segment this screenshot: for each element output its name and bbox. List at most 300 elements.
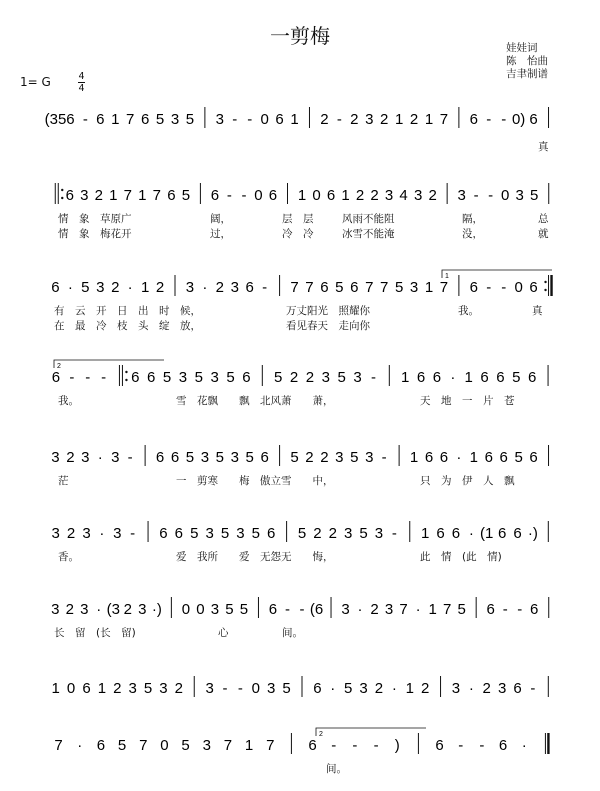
note: 3 — [365, 111, 374, 128]
lyric-text: 雪 花飘 飘 北风萧 萧， — [176, 395, 334, 407]
lyric-text: 香。 — [58, 551, 79, 563]
note: - — [352, 737, 358, 754]
note: 6 — [435, 737, 444, 754]
note: - — [241, 187, 247, 204]
note: 2 — [155, 279, 165, 296]
note: 2 — [65, 601, 74, 618]
note: 6 — [528, 369, 537, 386]
note: 5 — [81, 279, 90, 296]
note: 5 — [117, 737, 127, 754]
note: - — [232, 111, 238, 128]
note: 6 — [131, 369, 140, 386]
note: 5 — [143, 680, 153, 697]
note: 2 — [350, 111, 359, 128]
note: 4 — [399, 187, 408, 204]
note: 6 — [529, 279, 538, 296]
note: 6 — [469, 279, 478, 296]
repeat-dot — [125, 379, 127, 381]
note: · — [468, 680, 474, 697]
note: · — [77, 737, 83, 754]
lyric-text: 只 为 伊 人 飘 — [420, 475, 515, 487]
note: ) — [394, 737, 400, 754]
note: 6 — [432, 369, 442, 386]
note: 2 — [420, 680, 430, 697]
credit-transcriber: 吉聿制谱 — [506, 68, 548, 80]
note: · — [97, 449, 103, 466]
note: 5 — [181, 187, 191, 204]
note: 3 — [205, 525, 214, 542]
note: 3 — [413, 187, 423, 204]
note: 6 — [439, 449, 449, 466]
note: 3 — [353, 369, 362, 386]
note: 5 — [251, 525, 260, 542]
note: 5 — [225, 601, 234, 618]
note: 3 — [409, 279, 419, 296]
note: 2 — [123, 601, 133, 618]
note: 6 — [436, 525, 445, 542]
note: 2 — [289, 369, 299, 386]
note: 1 — [244, 737, 254, 754]
note: 1 — [401, 369, 410, 386]
note: 6 — [313, 680, 322, 697]
note: 7 — [290, 279, 299, 296]
note: 6 — [469, 111, 478, 128]
note: 6 — [65, 187, 74, 204]
note: 3 — [205, 680, 214, 697]
note: 6 — [350, 279, 359, 296]
note: 3 — [515, 187, 524, 204]
note: 3 — [170, 111, 180, 128]
note: 1 — [420, 525, 430, 542]
note: 7 — [380, 279, 389, 296]
note: 3 — [384, 187, 394, 204]
note: · — [450, 369, 456, 386]
lyric-text: 冷 冷 — [282, 228, 314, 240]
note: - — [502, 601, 508, 618]
note: 6 — [451, 525, 461, 542]
note: 5 — [226, 369, 235, 386]
note: 3 — [451, 680, 461, 697]
note: 6 — [82, 680, 91, 697]
note: 2 — [313, 525, 322, 542]
note: 7 — [139, 737, 148, 754]
note: 0 — [160, 737, 169, 754]
lyric-text: 爱 我所 爱 无怨无 悔， — [176, 551, 334, 563]
note: 3 — [374, 525, 384, 542]
note: 3 — [113, 525, 122, 542]
note: 5 — [514, 449, 523, 466]
note: 0 — [196, 601, 205, 618]
note: 6 — [480, 369, 489, 386]
note: · — [468, 525, 474, 542]
note: - — [458, 737, 464, 754]
note: 0) — [511, 111, 526, 128]
lyric-text: 情 象 梅花开 — [58, 228, 132, 240]
note: · — [96, 601, 102, 618]
note: 7 — [439, 279, 449, 296]
note: 1 — [297, 187, 307, 204]
note: · — [99, 525, 105, 542]
note: 6 — [159, 525, 168, 542]
note: 3 — [200, 449, 210, 466]
lyric-text: 总 — [538, 213, 549, 225]
lyric-text: 就 — [538, 228, 549, 240]
note: 2 — [111, 279, 120, 296]
note: 3 — [230, 279, 239, 296]
lyric-text: 看见春天 走向你 — [286, 320, 370, 332]
note: 1 — [290, 111, 299, 128]
note: 6 — [268, 601, 278, 618]
note: 3 — [359, 680, 368, 697]
note: 3 — [202, 737, 211, 754]
note: · — [357, 601, 363, 618]
note: - — [331, 737, 337, 754]
note: 0 — [181, 601, 191, 618]
repeat-dot — [125, 371, 127, 373]
note: - — [85, 369, 91, 386]
note: 5 — [457, 601, 466, 618]
note: - — [486, 111, 492, 128]
note: 6 — [320, 279, 329, 296]
note: - — [373, 737, 379, 754]
note: 6 — [170, 449, 180, 466]
note: 6 — [51, 369, 61, 386]
lyric-text: 没， — [462, 228, 483, 240]
note: 2 — [328, 525, 337, 542]
note: 0 — [260, 111, 269, 128]
note: 3 — [128, 680, 137, 697]
time-signature-top: 4 — [78, 71, 85, 82]
note: 3 — [344, 525, 353, 542]
note: 0 — [251, 680, 260, 697]
note: 3 — [215, 111, 224, 128]
time-signature-bottom: 4 — [78, 83, 85, 94]
note: 2 — [305, 449, 314, 466]
note: 7 — [126, 111, 135, 128]
note: 2 — [66, 525, 76, 542]
note: 2 — [174, 680, 184, 697]
note: 5 — [162, 369, 172, 386]
lyric-text: 一 剪寒 梅 傲立雪 中， — [176, 475, 334, 487]
note: 3 — [321, 369, 330, 386]
note: 7 — [442, 601, 452, 618]
note: 6 — [513, 525, 522, 542]
lyric-text: 间。 — [326, 763, 347, 775]
lyric-text: 情 象 草原广 — [58, 213, 132, 225]
note: 1 — [138, 187, 147, 204]
lyric-text: 此 情 (此 情) — [420, 551, 502, 563]
note: 1 — [341, 187, 350, 204]
note: 3 — [80, 601, 89, 618]
note: (1 — [480, 525, 494, 542]
note: 6 — [530, 601, 539, 618]
note: 3 — [230, 449, 239, 466]
note: 6 — [326, 187, 336, 204]
note: 6 — [245, 279, 254, 296]
note: 1 — [424, 279, 434, 296]
volta-label: 2 — [319, 731, 323, 738]
note: 5 — [274, 369, 283, 386]
note: 2 — [113, 680, 122, 697]
note: 1 — [109, 187, 118, 204]
note: 2 — [320, 111, 329, 128]
note: 5 — [337, 369, 346, 386]
note: 3 — [111, 449, 120, 466]
note: 6 — [275, 111, 284, 128]
note: 0 — [66, 680, 76, 697]
lyric-text: 长 留 (长 留) — [54, 627, 136, 639]
note: 3 — [178, 369, 188, 386]
note: 1 — [111, 111, 120, 128]
note: 3 — [341, 601, 350, 618]
note: 6 — [416, 369, 426, 386]
note: - — [336, 111, 342, 128]
note: 2 — [305, 369, 315, 386]
note: 3 — [497, 680, 507, 697]
note: 3 — [457, 187, 466, 204]
note: 2 — [380, 111, 389, 128]
lyric-text: 真 — [532, 305, 543, 317]
note: 0 — [514, 279, 523, 296]
note: 6 — [155, 449, 165, 466]
note: · — [330, 680, 336, 697]
note: 3 — [51, 601, 60, 618]
note: ·) — [151, 601, 162, 618]
note: 5 — [245, 449, 254, 466]
note: 3 — [236, 525, 245, 542]
note: 6 — [66, 111, 75, 128]
note: 5 — [155, 111, 165, 128]
note: - — [517, 601, 523, 618]
note: 2 — [94, 187, 103, 204]
note: - — [479, 737, 485, 754]
note: 6 — [486, 601, 495, 618]
note: (3 — [106, 601, 120, 618]
note: 3 — [384, 601, 394, 618]
repeat-dot — [61, 189, 63, 191]
note: 7 — [399, 601, 408, 618]
note: 3 — [210, 369, 219, 386]
note: 6 — [497, 525, 507, 542]
note: · — [391, 680, 397, 697]
note: 7 — [54, 737, 63, 754]
note: 5 — [359, 525, 368, 542]
note: - — [381, 449, 387, 466]
volta-bracket — [316, 728, 426, 736]
note: - — [391, 525, 397, 542]
note: 2 — [320, 449, 329, 466]
note: 3 — [82, 525, 91, 542]
note: 5 — [290, 449, 299, 466]
note: 3 — [80, 187, 89, 204]
credit-lyricist: 娃娃词 — [506, 42, 538, 54]
note: 3 — [51, 449, 60, 466]
note: - — [127, 449, 133, 466]
note: 2 — [482, 680, 491, 697]
repeat-dot — [544, 289, 546, 291]
note: 2 — [66, 449, 75, 466]
note: · — [67, 279, 73, 296]
note: · — [415, 601, 421, 618]
note: 6 — [267, 525, 276, 542]
note: 5 — [394, 279, 404, 296]
note: · — [127, 279, 133, 296]
lyric-text: 真 — [538, 141, 549, 153]
note: 6 — [268, 187, 278, 204]
note: 6 — [529, 449, 538, 466]
note: 5 — [239, 601, 249, 618]
note: 5 — [181, 737, 190, 754]
note: 6 — [484, 449, 493, 466]
note: 2 — [370, 601, 379, 618]
note: 1 — [469, 449, 478, 466]
lyric-text: 过， — [210, 228, 231, 240]
note: 2 — [374, 680, 384, 697]
note: 7 — [223, 737, 233, 754]
note: 7 — [439, 111, 449, 128]
note: 1 — [51, 680, 60, 697]
note: 6 — [529, 111, 538, 128]
note: ·) — [527, 525, 538, 542]
note: 7 — [152, 187, 162, 204]
lyric-text: 我。 — [458, 305, 479, 317]
note: 1 — [394, 111, 404, 128]
note: 2 — [428, 187, 437, 204]
note: 5 — [220, 525, 230, 542]
note: 1 — [464, 369, 473, 386]
note: 6 — [174, 525, 184, 542]
note: - — [486, 279, 492, 296]
note: 6 — [424, 449, 434, 466]
lyric-text: 间。 — [282, 627, 303, 639]
note: 3 — [51, 525, 60, 542]
note: 7 — [266, 737, 275, 754]
repeat-dot — [61, 197, 63, 199]
note: 5 — [215, 449, 224, 466]
note: 5 — [297, 525, 307, 542]
lyric-text: 隔， — [462, 213, 483, 225]
song-title: 一剪梅 — [270, 24, 330, 48]
note: - — [501, 279, 507, 296]
lyric-text: 层 层 — [282, 213, 314, 225]
note: 6 — [260, 449, 269, 466]
volta-bracket — [54, 360, 164, 368]
note: 5 — [185, 449, 195, 466]
note: - — [222, 680, 228, 697]
note: 6 — [96, 111, 105, 128]
note: 3 — [159, 680, 168, 697]
note: 0 — [501, 187, 510, 204]
note: 5 — [282, 680, 291, 697]
lyric-text: 冰雪不能淹 — [342, 228, 395, 240]
note: - — [299, 601, 305, 618]
note: 6 — [242, 369, 251, 386]
note: 5 — [512, 369, 521, 386]
note: 3 — [210, 601, 220, 618]
lyric-text: 茫 — [58, 475, 69, 487]
note: 3 — [185, 279, 195, 296]
note: - — [237, 680, 243, 697]
note: 5 — [344, 680, 353, 697]
note: 7 — [365, 279, 374, 296]
note: - — [284, 601, 290, 618]
note: 0 — [254, 187, 263, 204]
note: 3 — [267, 680, 276, 697]
note: 6 — [496, 369, 505, 386]
note: 5 — [530, 187, 539, 204]
note: 2 — [355, 187, 365, 204]
repeat-dot — [544, 281, 546, 283]
note: - — [226, 187, 232, 204]
note: 1 — [405, 680, 414, 697]
note: 6 — [51, 279, 60, 296]
note: · — [521, 737, 527, 754]
note: - — [247, 111, 253, 128]
key-signature: 1= G — [20, 75, 51, 89]
note: 5 — [190, 525, 199, 542]
note: 2 — [409, 111, 419, 128]
note: 6 — [513, 680, 522, 697]
lyric-text: 风雨不能阻 — [342, 213, 395, 225]
note: 6 — [167, 187, 176, 204]
note: 6 — [140, 111, 150, 128]
lyric-text: 万丈阳光 照耀你 — [286, 305, 370, 317]
note: 3 — [335, 449, 344, 466]
note: 1 — [140, 279, 150, 296]
lyric-text: 天 地 一 片 苍 — [420, 395, 515, 407]
note: 2 — [215, 279, 224, 296]
lyric-text: 阔， — [210, 213, 231, 225]
volta-label: 2 — [57, 363, 61, 370]
note: (6 — [309, 601, 324, 618]
note: 5 — [350, 449, 359, 466]
note: - — [473, 187, 479, 204]
note: 1 — [428, 601, 437, 618]
note: 0 — [312, 187, 321, 204]
note: - — [130, 525, 136, 542]
note: (35 — [44, 111, 67, 128]
note: 1 — [409, 449, 419, 466]
note: 1 — [424, 111, 434, 128]
note: 6 — [308, 737, 317, 754]
lyric-text: 在 最 冷 枝 头 绽 放， — [54, 320, 201, 332]
note: - — [488, 187, 494, 204]
note: 3 — [81, 449, 90, 466]
note: 6 — [96, 737, 106, 754]
lyric-text: 我。 — [58, 395, 79, 407]
note: 7 — [305, 279, 314, 296]
note: 6 — [498, 737, 508, 754]
lyric-text: 有 云 开 日 出 时 候， — [54, 305, 201, 317]
note: 5 — [185, 111, 195, 128]
note: 3 — [96, 279, 105, 296]
note: - — [69, 369, 75, 386]
note: 5 — [335, 279, 344, 296]
note: 3 — [138, 601, 147, 618]
note: 1 — [97, 680, 107, 697]
note: 6 — [210, 187, 220, 204]
note: - — [370, 369, 376, 386]
note: 6 — [147, 369, 156, 386]
note: 3 — [365, 449, 374, 466]
note: · — [202, 279, 208, 296]
volta-label: 1 — [445, 273, 449, 280]
note: 5 — [194, 369, 203, 386]
note: · — [456, 449, 462, 466]
note: 6 — [499, 449, 508, 466]
lyric-text: 心 — [218, 627, 229, 639]
note: - — [530, 680, 536, 697]
